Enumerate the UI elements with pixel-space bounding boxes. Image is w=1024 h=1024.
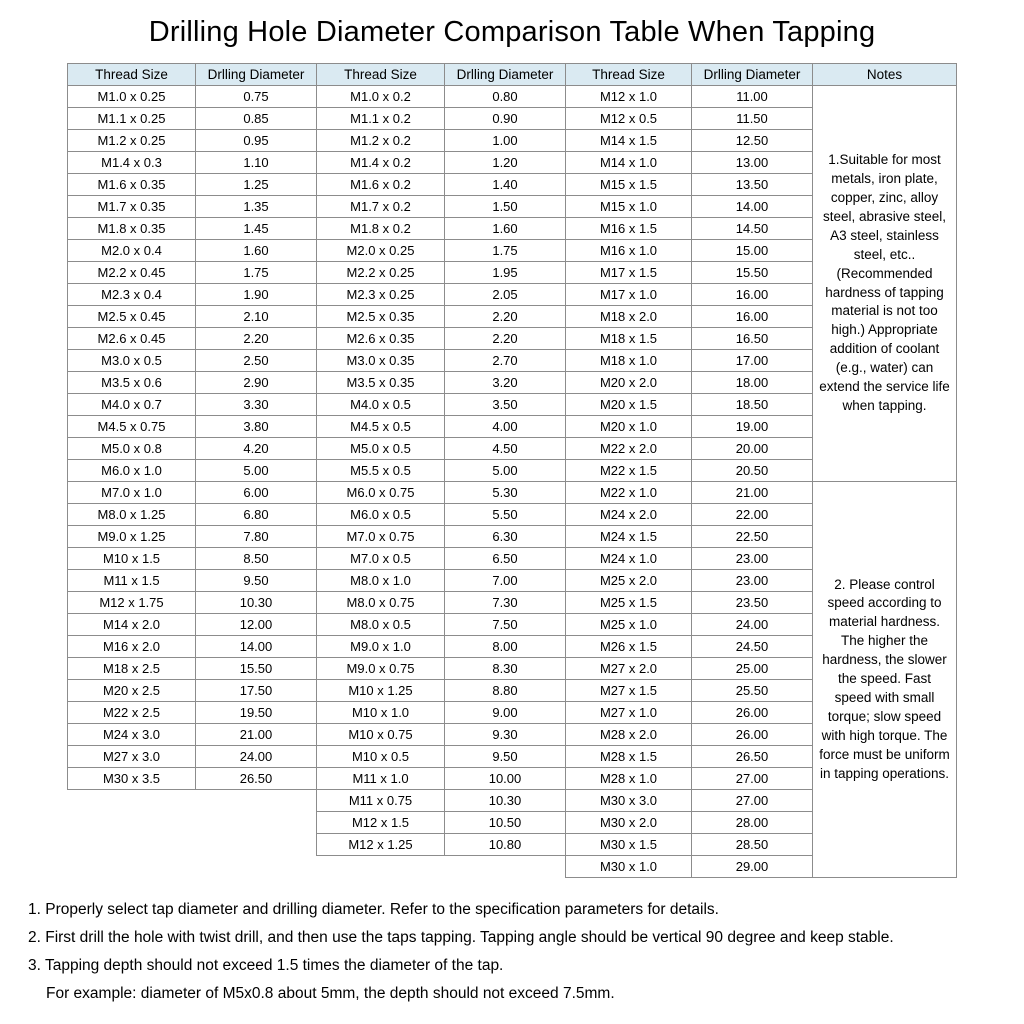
drilling-diameter-cell: 21.00 [196, 724, 317, 746]
column-header-drilling-diameter-2: Drlling Diameter [445, 64, 566, 86]
footer-note-example: For example: diameter of M5x0.8 about 5mm, the depth should not exceed 7.5mm. [46, 985, 615, 1002]
thread-size-cell: M3.0 x 0.5 [68, 350, 196, 372]
thread-size-cell: M1.0 x 0.25 [68, 86, 196, 108]
thread-size-cell: M4.5 x 0.5 [317, 416, 445, 438]
thread-size-cell: M9.0 x 1.25 [68, 526, 196, 548]
drilling-diameter-cell: 26.50 [692, 746, 813, 768]
column-header-drilling-diameter-3: Drlling Diameter [692, 64, 813, 86]
thread-size-cell: M27 x 1.0 [566, 702, 692, 724]
header-row [68, 64, 957, 86]
drilling-diameter-cell: 25.00 [692, 658, 813, 680]
thread-size-cell: M20 x 1.0 [566, 416, 692, 438]
drilling-diameter-cell: 26.00 [692, 702, 813, 724]
drilling-diameter-cell: 19.50 [196, 702, 317, 724]
table-header [68, 64, 957, 86]
drilling-diameter-cell: 29.00 [692, 856, 813, 878]
thread-size-cell: M1.6 x 0.35 [68, 174, 196, 196]
thread-size-cell: M2.3 x 0.4 [68, 284, 196, 306]
thread-size-cell: M1.1 x 0.25 [68, 108, 196, 130]
drilling-diameter-cell: 6.50 [445, 548, 566, 570]
drilling-diameter-cell: 15.50 [692, 262, 813, 284]
drilling-diameter-cell: 4.50 [445, 438, 566, 460]
thread-size-cell: M1.6 x 0.2 [317, 174, 445, 196]
comparison-table [67, 63, 957, 878]
thread-size-cell: M28 x 1.5 [566, 746, 692, 768]
thread-size-cell: M17 x 1.5 [566, 262, 692, 284]
drilling-diameter-cell: 7.80 [196, 526, 317, 548]
thread-size-cell: M7.0 x 0.5 [317, 548, 445, 570]
drilling-diameter-cell: 15.50 [196, 658, 317, 680]
drilling-diameter-cell: 1.20 [445, 152, 566, 174]
drilling-diameter-cell: 8.50 [196, 548, 317, 570]
thread-size-cell: M3.5 x 0.6 [68, 372, 196, 394]
empty-cell [68, 790, 196, 812]
drilling-diameter-cell: 9.50 [445, 746, 566, 768]
drilling-diameter-cell: 1.00 [445, 130, 566, 152]
empty-cell [68, 812, 196, 834]
thread-size-cell: M14 x 1.0 [566, 152, 692, 174]
thread-size-cell: M20 x 2.5 [68, 680, 196, 702]
thread-size-cell: M2.5 x 0.45 [68, 306, 196, 328]
column-header-thread-size-3: Thread Size [566, 64, 692, 86]
thread-size-cell: M26 x 1.5 [566, 636, 692, 658]
drilling-diameter-cell: 8.80 [445, 680, 566, 702]
table-row [68, 86, 957, 108]
drilling-diameter-cell: 24.50 [692, 636, 813, 658]
drilling-diameter-cell: 16.00 [692, 306, 813, 328]
thread-size-cell: M15 x 1.5 [566, 174, 692, 196]
thread-size-cell: M27 x 3.0 [68, 746, 196, 768]
drilling-diameter-cell: 5.50 [445, 504, 566, 526]
drilling-diameter-cell: 14.00 [692, 196, 813, 218]
thread-size-cell: M18 x 1.5 [566, 328, 692, 350]
thread-size-cell: M2.2 x 0.45 [68, 262, 196, 284]
drilling-diameter-cell: 26.50 [196, 768, 317, 790]
thread-size-cell: M1.2 x 0.25 [68, 130, 196, 152]
thread-size-cell: M2.5 x 0.35 [317, 306, 445, 328]
drilling-diameter-cell: 0.90 [445, 108, 566, 130]
thread-size-cell: M11 x 0.75 [317, 790, 445, 812]
thread-size-cell: M30 x 1.0 [566, 856, 692, 878]
thread-size-cell: M4.0 x 0.5 [317, 394, 445, 416]
thread-size-cell: M1.1 x 0.2 [317, 108, 445, 130]
drilling-diameter-cell: 2.90 [196, 372, 317, 394]
thread-size-cell: M25 x 1.5 [566, 592, 692, 614]
empty-cell [68, 834, 196, 856]
column-header-drilling-diameter-1: Drlling Diameter [196, 64, 317, 86]
thread-size-cell: M27 x 2.0 [566, 658, 692, 680]
thread-size-cell: M10 x 0.75 [317, 724, 445, 746]
thread-size-cell: M18 x 2.0 [566, 306, 692, 328]
empty-cell [68, 856, 196, 878]
thread-size-cell: M15 x 1.0 [566, 196, 692, 218]
drilling-diameter-cell: 17.00 [692, 350, 813, 372]
column-header-thread-size-1: Thread Size [68, 64, 196, 86]
thread-size-cell: M7.0 x 1.0 [68, 482, 196, 504]
thread-size-cell: M1.4 x 0.3 [68, 152, 196, 174]
drilling-diameter-cell: 9.30 [445, 724, 566, 746]
thread-size-cell: M16 x 1.5 [566, 218, 692, 240]
notes-cell: 1.Suitable for most metals, iron plate, copper, zinc, alloy steel, abrasive steel, A3 steel, stainless steel, etc..(Recommended hardness of tapping material is not too high.) Appropriate addition of coolant (e.g., water) can extend the service life when tapping. [813, 86, 957, 482]
notes-cell: 2. Please control speed according to material hardness. The higher the hardness, the slower the speed. Fast speed with small torque; slow speed with high torque. The force must be uniform in tapping operations. [813, 482, 957, 878]
thread-size-cell: M1.2 x 0.2 [317, 130, 445, 152]
thread-size-cell: M5.0 x 0.8 [68, 438, 196, 460]
thread-size-cell: M2.6 x 0.45 [68, 328, 196, 350]
drilling-diameter-cell: 12.50 [692, 130, 813, 152]
drilling-diameter-cell: 10.30 [196, 592, 317, 614]
thread-size-cell: M12 x 1.25 [317, 834, 445, 856]
drilling-diameter-cell: 13.00 [692, 152, 813, 174]
drilling-diameter-cell: 25.50 [692, 680, 813, 702]
drilling-diameter-cell: 26.00 [692, 724, 813, 746]
table-row [68, 482, 957, 504]
thread-size-cell: M12 x 1.0 [566, 86, 692, 108]
thread-size-cell: M9.0 x 0.75 [317, 658, 445, 680]
drilling-diameter-cell: 2.10 [196, 306, 317, 328]
drilling-diameter-cell: 0.80 [445, 86, 566, 108]
drilling-diameter-cell: 8.30 [445, 658, 566, 680]
drilling-diameter-cell: 1.35 [196, 196, 317, 218]
thread-size-cell: M1.8 x 0.35 [68, 218, 196, 240]
drilling-diameter-cell: 0.75 [196, 86, 317, 108]
thread-size-cell: M14 x 1.5 [566, 130, 692, 152]
thread-size-cell: M25 x 1.0 [566, 614, 692, 636]
drilling-diameter-cell: 0.85 [196, 108, 317, 130]
thread-size-cell: M28 x 1.0 [566, 768, 692, 790]
empty-cell [196, 790, 317, 812]
drilling-diameter-cell: 21.00 [692, 482, 813, 504]
empty-cell [196, 812, 317, 834]
thread-size-cell: M3.5 x 0.35 [317, 372, 445, 394]
thread-size-cell: M24 x 1.0 [566, 548, 692, 570]
footer-notes [28, 896, 1024, 1008]
thread-size-cell: M16 x 1.0 [566, 240, 692, 262]
thread-size-cell: M12 x 1.5 [317, 812, 445, 834]
drilling-diameter-cell: 6.00 [196, 482, 317, 504]
drilling-diameter-cell: 1.95 [445, 262, 566, 284]
drilling-diameter-cell: 18.00 [692, 372, 813, 394]
drilling-diameter-cell: 15.00 [692, 240, 813, 262]
drilling-diameter-cell: 1.60 [196, 240, 317, 262]
drilling-diameter-cell: 5.00 [196, 460, 317, 482]
thread-size-cell: M17 x 1.0 [566, 284, 692, 306]
drilling-diameter-cell: 1.10 [196, 152, 317, 174]
thread-size-cell: M1.4 x 0.2 [317, 152, 445, 174]
drilling-diameter-cell: 7.00 [445, 570, 566, 592]
drilling-diameter-cell: 14.00 [196, 636, 317, 658]
drilling-diameter-cell: 10.00 [445, 768, 566, 790]
thread-size-cell: M6.0 x 0.75 [317, 482, 445, 504]
thread-size-cell: M30 x 3.5 [68, 768, 196, 790]
thread-size-cell: M4.5 x 0.75 [68, 416, 196, 438]
thread-size-cell: M6.0 x 0.5 [317, 504, 445, 526]
drilling-diameter-cell: 2.70 [445, 350, 566, 372]
thread-size-cell: M22 x 1.5 [566, 460, 692, 482]
drilling-diameter-cell: 9.00 [445, 702, 566, 724]
drilling-diameter-cell: 11.50 [692, 108, 813, 130]
drilling-diameter-cell: 1.40 [445, 174, 566, 196]
thread-size-cell: M20 x 2.0 [566, 372, 692, 394]
drilling-diameter-cell: 28.00 [692, 812, 813, 834]
drilling-diameter-cell: 3.80 [196, 416, 317, 438]
drilling-diameter-cell: 3.20 [445, 372, 566, 394]
drilling-diameter-cell: 6.30 [445, 526, 566, 548]
drilling-diameter-cell: 1.45 [196, 218, 317, 240]
drilling-diameter-cell: 1.25 [196, 174, 317, 196]
thread-size-cell: M22 x 2.0 [566, 438, 692, 460]
drilling-diameter-cell: 24.00 [692, 614, 813, 636]
drilling-diameter-cell: 10.30 [445, 790, 566, 812]
drilling-diameter-cell: 6.80 [196, 504, 317, 526]
footer-note-3: 3. Tapping depth should not exceed 1.5 times the diameter of the tap. [28, 957, 504, 974]
drilling-diameter-cell: 18.50 [692, 394, 813, 416]
drilling-diameter-cell: 3.30 [196, 394, 317, 416]
drilling-diameter-cell: 23.00 [692, 548, 813, 570]
drilling-diameter-cell: 4.20 [196, 438, 317, 460]
drilling-diameter-cell: 28.50 [692, 834, 813, 856]
drilling-diameter-cell: 1.75 [196, 262, 317, 284]
drilling-diameter-cell: 0.95 [196, 130, 317, 152]
page-title: Drilling Hole Diameter Comparison Table When Tapping [148, 16, 876, 48]
drilling-diameter-cell: 8.00 [445, 636, 566, 658]
drilling-diameter-cell: 10.80 [445, 834, 566, 856]
thread-size-cell: M7.0 x 0.75 [317, 526, 445, 548]
thread-size-cell: M12 x 0.5 [566, 108, 692, 130]
drilling-diameter-cell: 1.90 [196, 284, 317, 306]
thread-size-cell: M1.7 x 0.35 [68, 196, 196, 218]
thread-size-cell: M9.0 x 1.0 [317, 636, 445, 658]
drilling-diameter-cell: 14.50 [692, 218, 813, 240]
drilling-diameter-cell: 27.00 [692, 790, 813, 812]
thread-size-cell: M1.0 x 0.2 [317, 86, 445, 108]
empty-cell [196, 856, 317, 878]
thread-size-cell: M10 x 1.25 [317, 680, 445, 702]
drilling-diameter-cell: 20.00 [692, 438, 813, 460]
thread-size-cell: M3.0 x 0.35 [317, 350, 445, 372]
drilling-diameter-cell: 16.50 [692, 328, 813, 350]
drilling-diameter-cell: 12.00 [196, 614, 317, 636]
thread-size-cell: M12 x 1.75 [68, 592, 196, 614]
thread-size-cell: M2.6 x 0.35 [317, 328, 445, 350]
drilling-diameter-cell: 4.00 [445, 416, 566, 438]
footer-note-2: 2. First drill the hole with twist drill, and then use the taps tapping. Tapping angle should be vertical 90 degree and keep stable. [28, 929, 894, 946]
thread-size-cell: M1.7 x 0.2 [317, 196, 445, 218]
drilling-diameter-cell: 24.00 [196, 746, 317, 768]
drilling-diameter-cell: 3.50 [445, 394, 566, 416]
drilling-diameter-cell: 22.00 [692, 504, 813, 526]
drilling-diameter-cell: 17.50 [196, 680, 317, 702]
thread-size-cell: M2.0 x 0.4 [68, 240, 196, 262]
thread-size-cell: M2.3 x 0.25 [317, 284, 445, 306]
drilling-diameter-cell: 2.05 [445, 284, 566, 306]
thread-size-cell: M25 x 2.0 [566, 570, 692, 592]
thread-size-cell: M2.2 x 0.25 [317, 262, 445, 284]
thread-size-cell: M5.0 x 0.5 [317, 438, 445, 460]
thread-size-cell: M4.0 x 0.7 [68, 394, 196, 416]
thread-size-cell: M22 x 2.5 [68, 702, 196, 724]
drilling-diameter-cell: 1.50 [445, 196, 566, 218]
empty-cell [445, 856, 566, 878]
thread-size-cell: M24 x 2.0 [566, 504, 692, 526]
drilling-diameter-cell: 16.00 [692, 284, 813, 306]
drilling-diameter-cell: 27.00 [692, 768, 813, 790]
thread-size-cell: M5.5 x 0.5 [317, 460, 445, 482]
drilling-diameter-cell: 1.60 [445, 218, 566, 240]
thread-size-cell: M30 x 3.0 [566, 790, 692, 812]
thread-size-cell: M30 x 2.0 [566, 812, 692, 834]
thread-size-cell: M27 x 1.5 [566, 680, 692, 702]
thread-size-cell: M2.0 x 0.25 [317, 240, 445, 262]
column-header-notes: Notes [813, 64, 957, 86]
thread-size-cell: M8.0 x 1.25 [68, 504, 196, 526]
drilling-diameter-cell: 23.50 [692, 592, 813, 614]
thread-size-cell: M8.0 x 0.75 [317, 592, 445, 614]
thread-size-cell: M24 x 3.0 [68, 724, 196, 746]
drilling-diameter-cell: 5.00 [445, 460, 566, 482]
thread-size-cell: M22 x 1.0 [566, 482, 692, 504]
drilling-diameter-cell: 22.50 [692, 526, 813, 548]
thread-size-cell: M11 x 1.0 [317, 768, 445, 790]
thread-size-cell: M18 x 1.0 [566, 350, 692, 372]
thread-size-cell: M6.0 x 1.0 [68, 460, 196, 482]
drilling-diameter-cell: 2.20 [445, 306, 566, 328]
thread-size-cell: M14 x 2.0 [68, 614, 196, 636]
thread-size-cell: M16 x 2.0 [68, 636, 196, 658]
thread-size-cell: M10 x 1.0 [317, 702, 445, 724]
empty-cell [196, 834, 317, 856]
thread-size-cell: M10 x 0.5 [317, 746, 445, 768]
column-header-thread-size-2: Thread Size [317, 64, 445, 86]
drilling-diameter-cell: 11.00 [692, 86, 813, 108]
drilling-diameter-cell: 5.30 [445, 482, 566, 504]
thread-size-cell: M18 x 2.5 [68, 658, 196, 680]
drilling-diameter-cell: 10.50 [445, 812, 566, 834]
thread-size-cell: M8.0 x 1.0 [317, 570, 445, 592]
thread-size-cell: M24 x 1.5 [566, 526, 692, 548]
thread-size-cell: M11 x 1.5 [68, 570, 196, 592]
drilling-diameter-cell: 7.50 [445, 614, 566, 636]
drilling-diameter-cell: 19.00 [692, 416, 813, 438]
drilling-diameter-cell: 20.50 [692, 460, 813, 482]
thread-size-cell: M20 x 1.5 [566, 394, 692, 416]
table-body [68, 86, 957, 878]
thread-size-cell: M28 x 2.0 [566, 724, 692, 746]
thread-size-cell: M30 x 1.5 [566, 834, 692, 856]
drilling-diameter-cell: 2.50 [196, 350, 317, 372]
thread-size-cell: M1.8 x 0.2 [317, 218, 445, 240]
empty-cell [317, 856, 445, 878]
drilling-diameter-cell: 1.75 [445, 240, 566, 262]
drilling-diameter-cell: 7.30 [445, 592, 566, 614]
drilling-diameter-cell: 23.00 [692, 570, 813, 592]
thread-size-cell: M8.0 x 0.5 [317, 614, 445, 636]
drilling-diameter-cell: 13.50 [692, 174, 813, 196]
footer-note-1: 1. Properly select tap diameter and drilling diameter. Refer to the specification parameters for details. [28, 901, 719, 918]
thread-size-cell: M10 x 1.5 [68, 548, 196, 570]
drilling-diameter-cell: 9.50 [196, 570, 317, 592]
drilling-diameter-cell: 2.20 [196, 328, 317, 350]
drilling-diameter-cell: 2.20 [445, 328, 566, 350]
